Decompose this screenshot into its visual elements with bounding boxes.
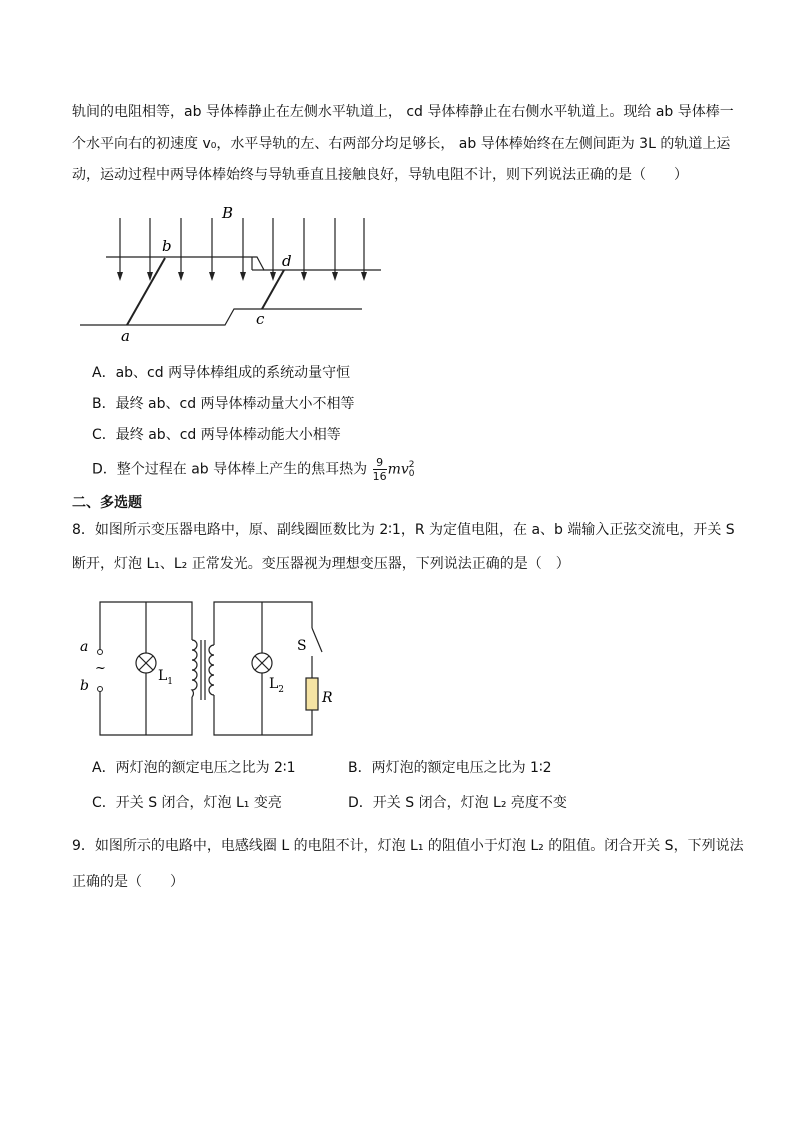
q7-line-1: 轨间的电阻相等，ab 导体棒静止在左侧水平轨道上， cd 导体棒静止在右侧水平轨道上。现给 ab 导体棒一 — [72, 104, 734, 120]
rod-label-b: b — [162, 237, 172, 255]
q8-option-b[interactable]: B．两灯泡的额定电压之比为 1∶2 — [348, 760, 552, 776]
q7-line-3: 动，运动过程中两导体棒始终与导轨垂直且接触良好，导轨电阻不计，则下列说法正确的是（ ） — [72, 167, 688, 183]
resistor-label-R: R — [322, 690, 333, 706]
lamp-label-L1-sub: 1 — [167, 677, 174, 687]
lamp-label-L2-sub: 2 — [278, 685, 285, 695]
q8-line-2: 断开，灯泡 L₁、L₂ 正常发光。变压器视为理想变压器，下列说法正确的是（ ） — [72, 556, 570, 572]
terminal-b — [98, 687, 103, 692]
q7-line-2: 个水平向右的初速度 v₀，水平导轨的左、右两部分均足够长， ab 导体棒始终在左侧间距为 3L 的轨道上运 — [72, 136, 731, 152]
section-heading: 二、多选题 — [72, 495, 142, 511]
fraction-denominator: 16 — [372, 470, 387, 483]
ac-source-symbol: ~ — [95, 661, 106, 676]
terminal-label-a: a — [80, 639, 89, 655]
lamp-label-L1: $L_1$ — [158, 668, 174, 687]
terminal-label-b: b — [80, 678, 89, 694]
rod-label-a: a — [121, 327, 130, 345]
terminal-a — [98, 650, 103, 655]
fraction-numerator: 9 — [373, 456, 387, 470]
field-label-B: B — [222, 204, 234, 222]
lamp-label-L2: $L_2$ — [269, 676, 285, 695]
expr-superscript: 2 — [408, 459, 415, 470]
q9-line-2: 正确的是（ ） — [72, 874, 184, 890]
q7-option-c[interactable]: C．最终 ab、cd 两导体棒动能大小相等 — [92, 427, 341, 443]
q7-option-b[interactable]: B．最终 ab、cd 两导体棒动量大小不相等 — [92, 396, 355, 412]
rod-label-d: d — [282, 252, 292, 270]
q9-line-1: 9．如图所示的电路中，电感线圈 L 的电阻不计，灯泡 L₁ 的阻值小于灯泡 L₂ 的阻值。闭合开关 S，下列说法 — [72, 838, 744, 854]
q7-option-a[interactable]: A．ab、cd 两导体棒组成的系统动量守恒 — [92, 365, 351, 381]
q8-line-1: 8．如图所示变压器电路中，原、副线圈匝数比为 2∶1，R 为定值电阻，在 a、b 端输入正弦交流电，开关 S — [72, 522, 735, 538]
expr-subscript: 0 — [408, 468, 415, 479]
q7-option-d-text: D．整个过程在 ab 导体棒上产生的焦耳热为 — [92, 461, 368, 478]
switch-label-S: S — [297, 638, 307, 654]
q8-option-c[interactable]: C．开关 S 闭合，灯泡 L₁ 变亮 — [92, 795, 282, 811]
expr-mv: mv — [387, 461, 409, 478]
q8-option-a[interactable]: A．两灯泡的额定电压之比为 2∶1 — [92, 760, 296, 776]
rod-label-c: c — [256, 310, 265, 328]
q8-option-d[interactable]: D．开关 S 闭合，灯泡 L₂ 亮度不变 — [348, 795, 567, 811]
